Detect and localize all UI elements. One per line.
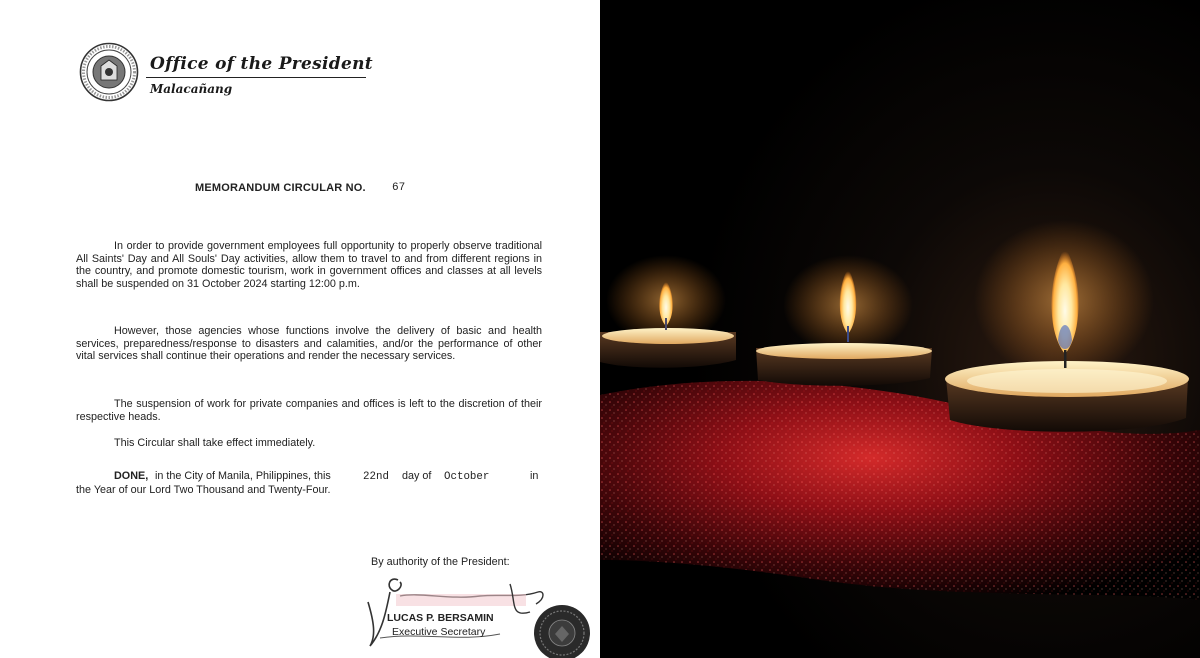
authority-line: By authority of the President: [371, 556, 510, 568]
office-title: Office of the President [150, 54, 373, 74]
official-stamp-icon [533, 604, 591, 658]
memo-paragraph [76, 325, 542, 363]
signer-name: LUCAS P. BERSAMIN [387, 612, 494, 624]
done-text: in the City of Manila, Philippines, this [155, 470, 331, 482]
memo-paragraph [76, 437, 542, 450]
paragraph-text: This Circular shall take effect immediately. [114, 437, 316, 449]
office-location: Malacañang [150, 82, 233, 96]
signer-title: Executive Secretary [392, 626, 486, 638]
done-year-line: the Year of our Lord Two Thousand and Twenty-Four. [76, 484, 331, 496]
done-in: in [530, 470, 539, 482]
done-day-of: day of [402, 470, 432, 482]
memo-paragraph [76, 240, 542, 290]
header-divider [146, 77, 366, 78]
presidential-seal-icon [79, 42, 139, 102]
memo-paragraph [76, 398, 542, 423]
done-statement [76, 470, 542, 496]
paragraph-text: In order to provide government employees full opportunity to properly observe traditional All Saints' Day and All Souls' Day activities, allow them to travel to and from different regions in the country, and promote domestic tourism, work in government offices and classes at all levels shall be suspended on 31 October 2024 starting 12:00 p.m. [76, 240, 542, 290]
candles-photo [600, 0, 1200, 658]
done-word: DONE, [114, 470, 149, 482]
memo-number: 67 [392, 182, 406, 194]
done-month: October [444, 471, 490, 483]
memo-title: MEMORANDUM CIRCULAR NO. [195, 182, 366, 194]
paragraph-text: The suspension of work for private companies and offices is left to the discretion of their respective heads. [76, 398, 542, 423]
done-day: 22nd [363, 471, 389, 483]
paragraph-text: However, those agencies whose functions involve the delivery of basic and health services, preparedness/response to disasters and calamities, and/or the performance of other vital services shall continue their operations and render the necessary services. [76, 325, 542, 363]
